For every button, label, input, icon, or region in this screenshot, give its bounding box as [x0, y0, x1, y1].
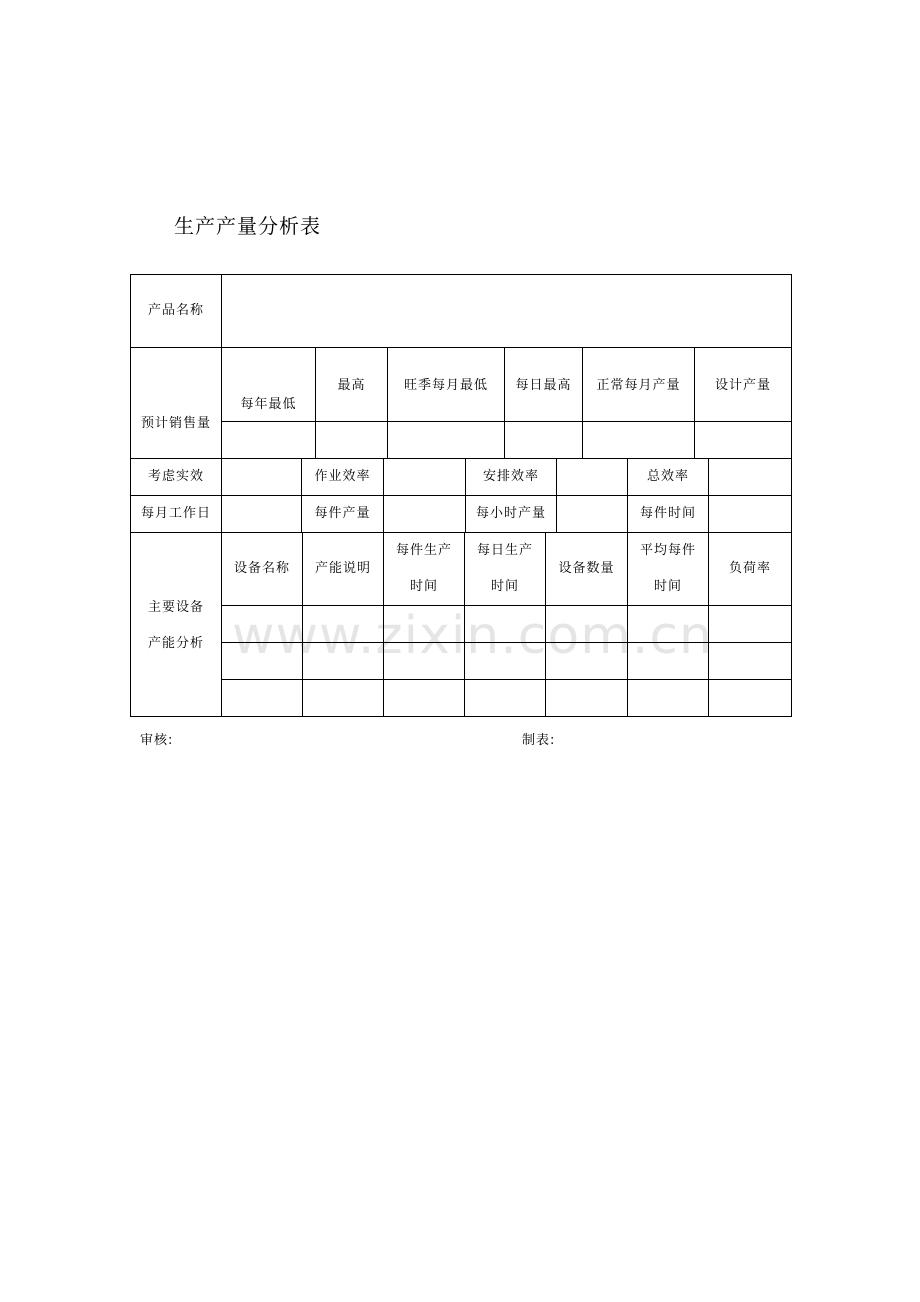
row-label-consider-effect: 考虑实效: [147, 469, 204, 484]
label-output-per-piece: 每件产量: [314, 506, 371, 521]
equipment-header-capacity-note: 产能说明: [314, 561, 371, 576]
forecast-header-normal-monthly-output: 正常每月产量: [596, 378, 681, 393]
equipment-header-load-rate: 负荷率: [728, 561, 771, 576]
forecast-header-design-output: 设计产量: [714, 378, 771, 393]
forecast-header-daily-max: 每日最高: [515, 378, 572, 393]
forecast-header-peak-monthly-min: 旺季每月最低: [403, 378, 488, 393]
row-label-monthly-workdays: 每月工作日: [140, 506, 211, 521]
label-output-per-hour: 每小时产量: [475, 506, 546, 521]
label-operation-efficiency: 作业效率: [314, 469, 371, 484]
equipment-header-avg-time-per-piece: 平均每件 时间: [639, 543, 696, 594]
equipment-header-production-time-per-piece: 每件生产 时间: [395, 543, 452, 594]
row-label-main-equipment-line2: 产能分析: [147, 636, 204, 651]
footer-preparer: 制表:: [522, 733, 556, 748]
row-label-forecast-sales: 预计销售量: [140, 416, 211, 431]
label-total-efficiency: 总效率: [646, 469, 689, 484]
forecast-header-annual-min: 每年最低: [240, 397, 297, 412]
row-label-main-equipment: [131, 590, 221, 662]
page-title: 生产产量分析表: [174, 214, 321, 238]
row-label-main-equipment-line1: 主要设备: [147, 600, 204, 615]
equipment-header-daily-production-time: 每日生产 时间: [476, 543, 533, 594]
footer-reviewer: 审核:: [140, 733, 174, 748]
watermark: www.zixin.com.cn: [232, 606, 713, 666]
label-scheduling-efficiency: 安排效率: [482, 469, 539, 484]
equipment-header-name: 设备名称: [233, 561, 290, 576]
table-border-bottom: [130, 716, 792, 717]
row-label-product-name: 产品名称: [147, 303, 204, 318]
forecast-header-max: 最高: [337, 378, 366, 393]
equipment-header-quantity: 设备数量: [558, 561, 615, 576]
label-time-per-piece: 每件时间: [639, 506, 696, 521]
table-border-top: [130, 274, 792, 275]
